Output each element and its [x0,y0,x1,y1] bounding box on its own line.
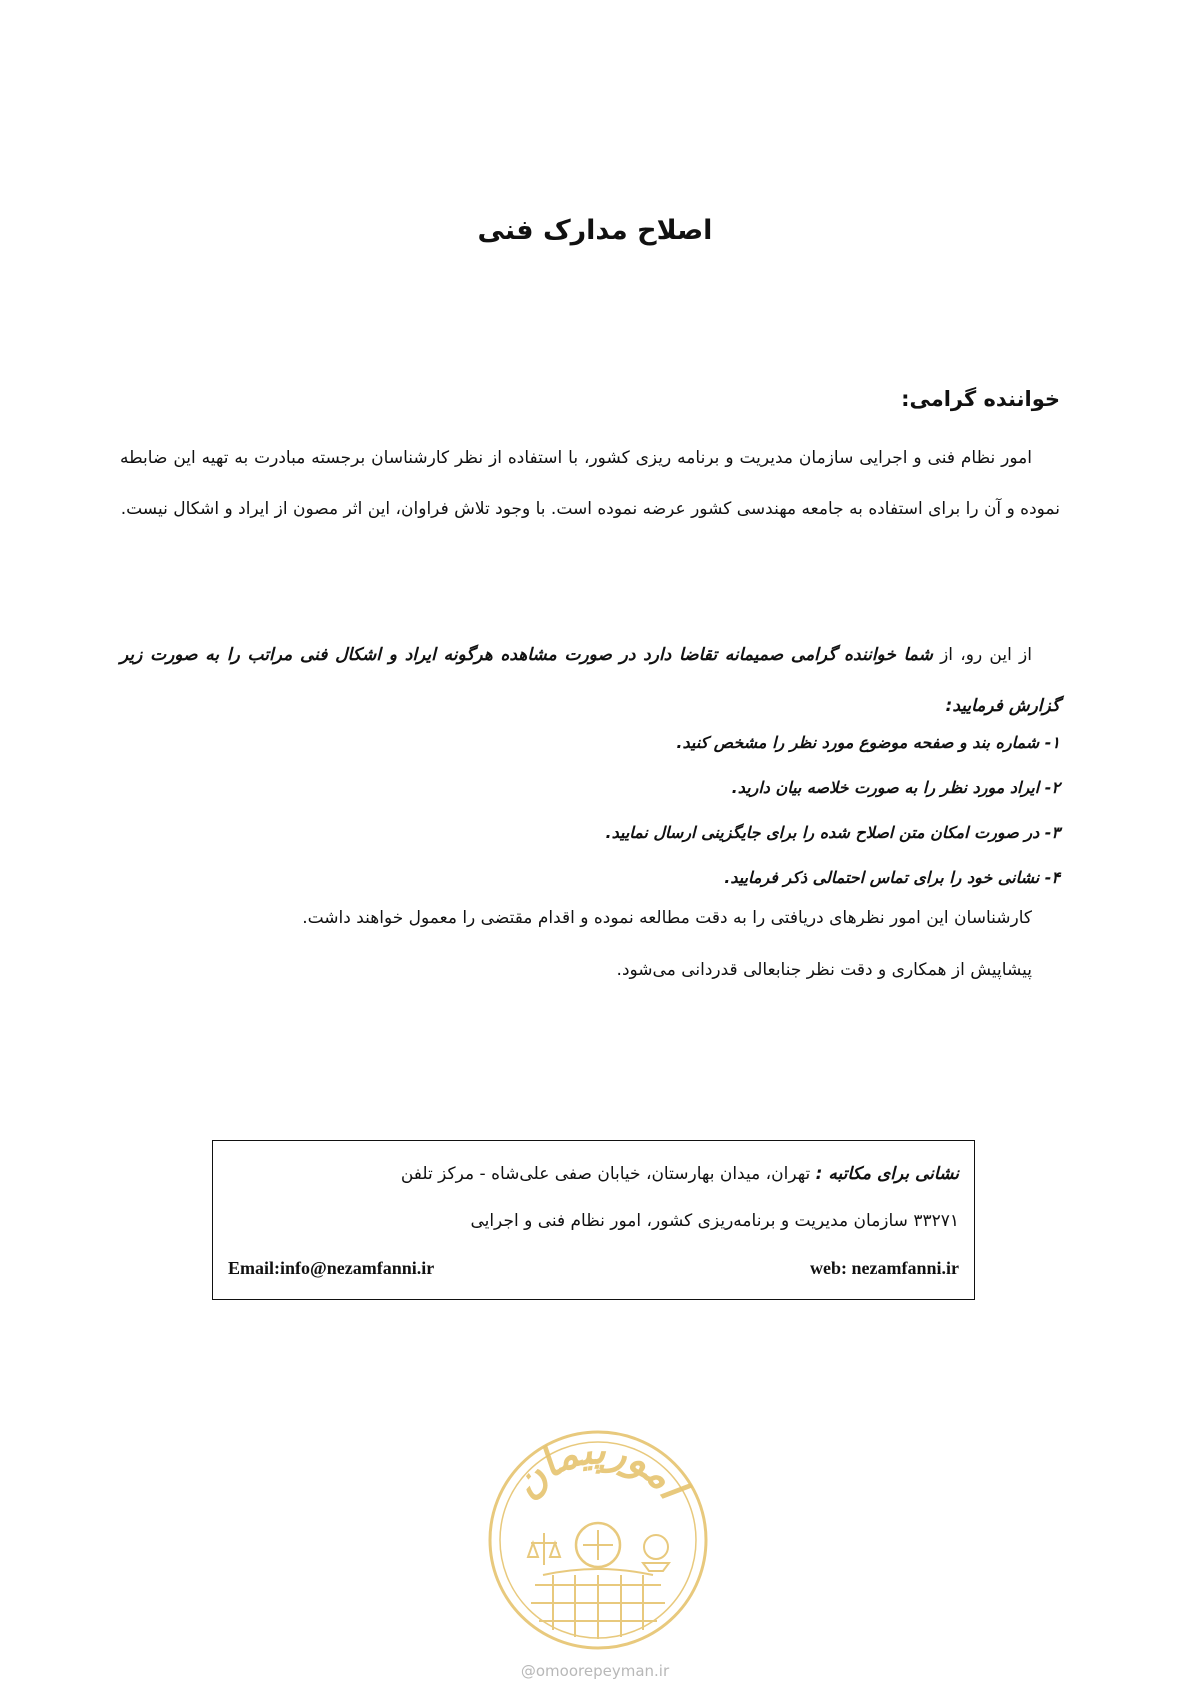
paragraph-request-lead: از این رو، از [932,645,1032,665]
instruction-list [120,720,1060,900]
greeting: خواننده گرامی: [901,387,1060,411]
web-link[interactable]: web: nezamfanni.ir [810,1258,959,1278]
seal-logo-icon [483,1425,713,1655]
closing-line-1: کارشناسان این امور نظرهای دریافتی را به دقت مطالعه نموده و اقدام مقتضی را معمول خواهند داشت. [302,908,1032,928]
list-item: ۴- نشانی خود را برای تماس احتمالی ذکر فرمایید. [724,868,1060,887]
page-title: اصلاح مدارک فنی [477,215,713,246]
paragraph-request [120,630,1060,732]
address-text-1: تهران، میدان بهارستان، خیابان صفی علی‌شاه - مرکز تلفن [400,1164,816,1184]
address-box [212,1140,975,1300]
address-line-1 [228,1151,959,1198]
svg-text:امورپیمان [503,1427,697,1511]
paragraph-intro: امور نظام فنی و اجرایی سازمان مدیریت و برنامه ریزی کشور، با استفاده از نظر کارشناسان برجسته مبادرت به تهیه این ضابطه نموده و آن را برای استفاده به جامعه مهندسی کشور عرضه نموده است. با وجود تلاش فراوان، این اثر مصون از ایراد و اشکال نیست. [120,448,1060,519]
closing-line-2: پیشاپیش از همکاری و دقت نظر جنابعالی قدردانی می‌شود. [616,960,1032,980]
site-watermark: @omoorepeyman.ir [520,1662,670,1680]
address-line-2: ۳۳۲۷۱ سازمان مدیریت و برنامه‌ریزی کشور، امور نظام فنی و اجرایی [470,1211,959,1231]
address-label: نشانی برای مکاتبه : [815,1164,959,1184]
email-link[interactable]: Email:info@nezamfanni.ir [228,1258,435,1278]
list-item: ۳- در صورت امکان متن اصلاح شده را برای جایگزینی ارسال نمایید. [605,823,1060,842]
list-item: ۲- ایراد مورد نظر را به صورت خلاصه بیان دارید. [731,778,1060,797]
list-item: ۱- شماره بند و صفحه موضوع مورد نظر را مشخص کنید. [676,733,1060,752]
paragraph-request-emphasis: شما خواننده گرامی صمیمانه تقاضا دارد در صورت مشاهده هرگونه ایراد و اشکال فنی مراتب را به صورت زیر گزارش فرمایید: [120,645,1060,716]
seal-text: امورپیمان [503,1427,695,1508]
contact-row [228,1245,959,1292]
